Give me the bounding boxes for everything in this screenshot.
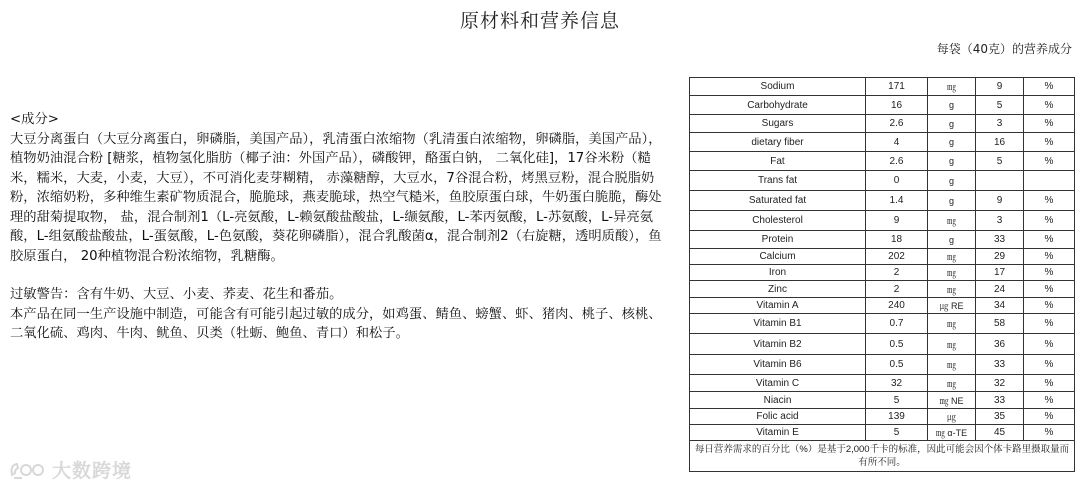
nutrient-amount: 2 bbox=[866, 281, 928, 298]
nutrient-amount: 9 bbox=[866, 211, 928, 231]
nutrient-unit: g bbox=[928, 231, 976, 249]
daily-value: 17 bbox=[976, 265, 1024, 281]
nutrient-amount: 32 bbox=[866, 375, 928, 392]
nutrient-name: Vitamin C bbox=[690, 375, 866, 392]
section-gap bbox=[10, 266, 670, 285]
daily-value: 33 bbox=[976, 355, 1024, 375]
percent-sign: % bbox=[1024, 355, 1075, 375]
daily-value: 45 bbox=[976, 425, 1024, 441]
nutrient-unit: ㎎ bbox=[928, 314, 976, 334]
nutrient-unit: g bbox=[928, 171, 976, 191]
nutrient-unit: ㎎ bbox=[928, 355, 976, 375]
nutrition-table bbox=[689, 77, 1075, 472]
brand-logo-icon bbox=[8, 459, 48, 481]
percent-sign: % bbox=[1024, 265, 1075, 281]
nutrient-name: Calcium bbox=[690, 249, 866, 265]
nutrient-name: Vitamin B6 bbox=[690, 355, 866, 375]
percent-sign: % bbox=[1024, 211, 1075, 231]
nutrient-amount: 16 bbox=[866, 96, 928, 115]
watermark-text: 大数跨境 bbox=[52, 460, 133, 482]
nutrition-row bbox=[690, 171, 1075, 191]
nutrition-row bbox=[690, 78, 1075, 96]
nutrient-amount: 18 bbox=[866, 231, 928, 249]
nutrient-name: Iron bbox=[690, 265, 866, 281]
nutrient-amount: 5 bbox=[866, 392, 928, 409]
nutrient-unit: g bbox=[928, 96, 976, 115]
percent-sign: % bbox=[1024, 281, 1075, 298]
daily-value: 32 bbox=[976, 375, 1024, 392]
percent-sign bbox=[1024, 171, 1075, 191]
nutrient-amount: 0.5 bbox=[866, 355, 928, 375]
percent-sign: % bbox=[1024, 96, 1075, 115]
percent-sign: % bbox=[1024, 152, 1075, 171]
percent-sign: % bbox=[1024, 231, 1075, 249]
ingredients-heading: <成分> bbox=[10, 112, 59, 127]
facility-warning: 本产品在同一生产设施中制造，可能含有可能引起过敏的成分，如鸡蛋、鲭鱼、螃蟹、虾、猪肉、桃子、核桃、二氧化硫、鸡肉、牛肉、鱿鱼、贝类（牡蛎、鲍鱼、青口）和松子。 bbox=[10, 306, 662, 341]
nutrient-amount: 0.5 bbox=[866, 334, 928, 355]
nutrition-row bbox=[690, 152, 1075, 171]
nutrient-amount: 171 bbox=[866, 78, 928, 96]
page-title: 原材料和营养信息 bbox=[459, 10, 620, 32]
nutrient-name: Carbohydrate bbox=[690, 96, 866, 115]
nutrition-footnote-row bbox=[690, 441, 1075, 472]
nutrition-table-body bbox=[690, 78, 1075, 472]
nutrition-row bbox=[690, 281, 1075, 298]
nutrient-unit: g bbox=[928, 191, 976, 211]
percent-sign: % bbox=[1024, 78, 1075, 96]
percent-sign: % bbox=[1024, 425, 1075, 441]
nutrient-name: Niacin bbox=[690, 392, 866, 409]
percent-sign: % bbox=[1024, 392, 1075, 409]
percent-sign: % bbox=[1024, 409, 1075, 425]
percent-sign: % bbox=[1024, 334, 1075, 355]
nutrient-unit: ㎎ NE bbox=[928, 392, 976, 409]
nutrient-amount: 2.6 bbox=[866, 152, 928, 171]
serving-size-label: 每袋（40克）的营养成分 bbox=[936, 42, 1072, 56]
nutrient-amount: 0.7 bbox=[866, 314, 928, 334]
nutrition-row bbox=[690, 133, 1075, 152]
daily-value: 33 bbox=[976, 231, 1024, 249]
allergy-warning: 过敏警告：含有牛奶、大豆、小麦、荞麦、花生和番茄。 bbox=[10, 287, 343, 302]
nutrient-unit: g bbox=[928, 133, 976, 152]
nutrient-unit: ㎎ bbox=[928, 78, 976, 96]
daily-value bbox=[976, 171, 1024, 191]
daily-value: 24 bbox=[976, 281, 1024, 298]
nutrition-row bbox=[690, 191, 1075, 211]
nutrient-unit: ㎎ bbox=[928, 249, 976, 265]
daily-value: 5 bbox=[976, 152, 1024, 171]
nutrient-name: Vitamin B2 bbox=[690, 334, 866, 355]
nutrient-unit: ㎍ bbox=[928, 409, 976, 425]
ingredients-section bbox=[10, 110, 670, 344]
nutrient-unit: ㎎ bbox=[928, 281, 976, 298]
nutrition-row bbox=[690, 375, 1075, 392]
nutrition-row bbox=[690, 409, 1075, 425]
percent-sign: % bbox=[1024, 375, 1075, 392]
nutrient-name: Sodium bbox=[690, 78, 866, 96]
nutrition-footnote: 每日营养需求的百分比（%）是基于2,000千卡的标准，因此可能会因个体卡路里摄取量而有所不同。 bbox=[690, 441, 1075, 472]
nutrient-name: Protein bbox=[690, 231, 866, 249]
nutrient-amount: 240 bbox=[866, 298, 928, 314]
watermark bbox=[8, 456, 132, 483]
nutrient-name: Vitamin E bbox=[690, 425, 866, 441]
nutrient-name: Saturated fat bbox=[690, 191, 866, 211]
nutrient-unit: g bbox=[928, 115, 976, 133]
nutrient-name: Cholesterol bbox=[690, 211, 866, 231]
nutrition-row bbox=[690, 298, 1075, 314]
nutrition-row bbox=[690, 334, 1075, 355]
nutrient-amount: 2.6 bbox=[866, 115, 928, 133]
nutrient-name: Sugars bbox=[690, 115, 866, 133]
daily-value: 33 bbox=[976, 392, 1024, 409]
daily-value: 29 bbox=[976, 249, 1024, 265]
nutrient-name: Trans fat bbox=[690, 171, 866, 191]
daily-value: 9 bbox=[976, 78, 1024, 96]
ingredients-text: 大豆分离蛋白（大豆分离蛋白，卵磷脂，美国产品），乳清蛋白浓缩物（乳清蛋白浓缩物，卵磷脂，美国产品），植物奶油混合粉 [糖浆，植物氢化脂肪（椰子油：外国产品），磷酸钾，酪蛋白钠， 二氧化硅]，17谷米粉（糙米，糯米，大麦，小麦，大豆），不可消化麦芽糊精， 赤藻糖醇，大豆水，7谷混合粉，烤黑豆粉，混合脱脂奶粉，浓缩奶粉，多种维生素矿物质混合，脆脆球，燕麦脆球，热空气糙米，鱼胶原蛋白球，牛奶蛋白脆脆，酶处理的甜菊提取物， 盐，混合制剂1（L-亮氨酸，L-赖氨酸盐酸盐，L-缬氨酸，L-苯丙氨酸，L-苏氨酸，L-异亮氨酸，L-组氨酸盐酸盐，L-蛋氨酸，L-色氨酸，葵花卵磷脂），混合乳酸菌α，混合制剂2（右旋糖，透明质酸），鱼胶原蛋白， 20种植物混合粉浓缩物，乳糖酶。 bbox=[10, 131, 662, 264]
nutrient-unit: ㎎ bbox=[928, 375, 976, 392]
nutrient-name: Zinc bbox=[690, 281, 866, 298]
nutrient-unit: ㎎ bbox=[928, 265, 976, 281]
percent-sign: % bbox=[1024, 249, 1075, 265]
daily-value: 58 bbox=[976, 314, 1024, 334]
daily-value: 5 bbox=[976, 96, 1024, 115]
daily-value: 3 bbox=[976, 115, 1024, 133]
daily-value: 34 bbox=[976, 298, 1024, 314]
nutrient-unit: ㎎ bbox=[928, 334, 976, 355]
nutrient-unit: g bbox=[928, 152, 976, 171]
nutrient-unit: ㎎ α-TE bbox=[928, 425, 976, 441]
nutrition-row bbox=[690, 96, 1075, 115]
nutrient-name: Fat bbox=[690, 152, 866, 171]
nutrition-row bbox=[690, 231, 1075, 249]
nutrient-name: Vitamin B1 bbox=[690, 314, 866, 334]
nutrition-row bbox=[690, 425, 1075, 441]
daily-value: 35 bbox=[976, 409, 1024, 425]
nutrition-row bbox=[690, 314, 1075, 334]
nutrient-amount: 202 bbox=[866, 249, 928, 265]
daily-value: 36 bbox=[976, 334, 1024, 355]
nutrition-row bbox=[690, 392, 1075, 409]
nutrient-amount: 5 bbox=[866, 425, 928, 441]
percent-sign: % bbox=[1024, 115, 1075, 133]
daily-value: 16 bbox=[976, 133, 1024, 152]
percent-sign: % bbox=[1024, 298, 1075, 314]
nutrient-name: dietary fiber bbox=[690, 133, 866, 152]
nutrient-amount: 2 bbox=[866, 265, 928, 281]
percent-sign: % bbox=[1024, 314, 1075, 334]
nutrient-amount: 4 bbox=[866, 133, 928, 152]
nutrient-name: Folic acid bbox=[690, 409, 866, 425]
daily-value: 9 bbox=[976, 191, 1024, 211]
nutrient-amount: 1.4 bbox=[866, 191, 928, 211]
nutrient-unit: ㎍ RE bbox=[928, 298, 976, 314]
daily-value: 3 bbox=[976, 211, 1024, 231]
percent-sign: % bbox=[1024, 191, 1075, 211]
nutrition-row bbox=[690, 265, 1075, 281]
nutrient-name: Vitamin A bbox=[690, 298, 866, 314]
nutrition-row bbox=[690, 355, 1075, 375]
nutrient-unit: ㎎ bbox=[928, 211, 976, 231]
nutrition-row bbox=[690, 249, 1075, 265]
nutrition-row bbox=[690, 211, 1075, 231]
nutrient-amount: 139 bbox=[866, 409, 928, 425]
nutrition-row bbox=[690, 115, 1075, 133]
percent-sign: % bbox=[1024, 133, 1075, 152]
nutrient-amount: 0 bbox=[866, 171, 928, 191]
